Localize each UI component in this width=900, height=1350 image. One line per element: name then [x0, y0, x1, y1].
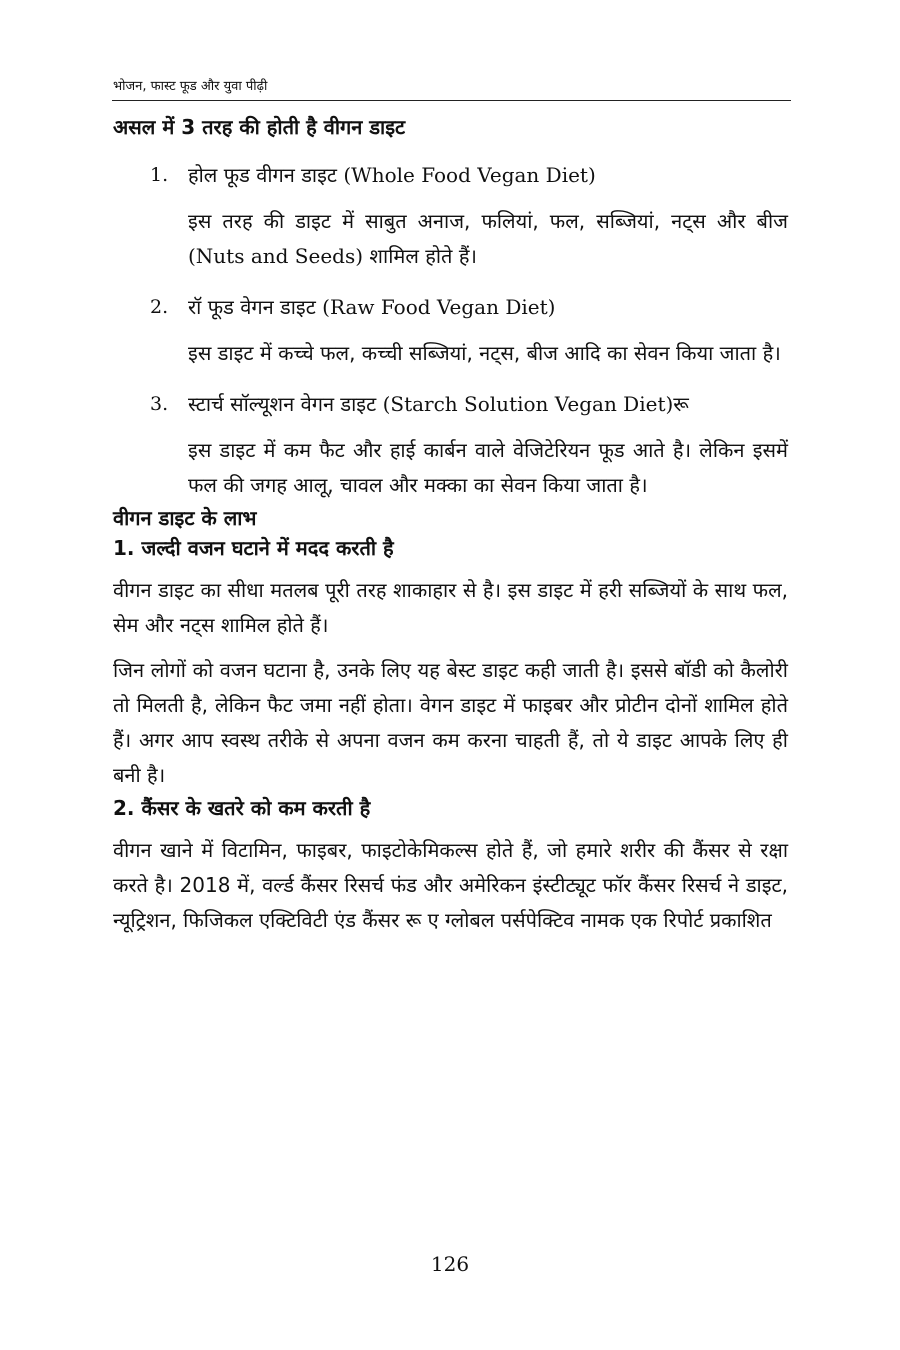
diet-type-item: [113, 290, 788, 324]
diet-type-title-english: (Raw Food Vegan Diet): [322, 295, 556, 319]
diet-type-title-english: (Whole Food Vegan Diet): [343, 163, 596, 187]
list-number: 3.: [150, 393, 169, 415]
description-english-term: (Nuts and Seeds): [188, 244, 364, 268]
section-title: असल में 3 तरह की होती है वीगन डाइट: [113, 115, 406, 139]
list-number: 1.: [150, 164, 169, 186]
body-paragraph: वीगन डाइट का सीधा मतलब पूरी तरह शाकाहार से है। इस डाइट में हरी सब्जियों के साथ फल, सेम और नट्स शामिल होते हैं।: [113, 578, 788, 637]
benefit-heading: 2. कैंसर के खतरे को कम करती है: [113, 796, 371, 820]
diet-type-title-hindi: होल फूड वीगन डाइट: [188, 163, 344, 187]
diet-type-title-suffix: रू: [673, 392, 689, 416]
body-paragraph: वीगन खाने में विटामिन, फाइबर, फाइटोकेमिकल्स होते हैं, जो हमारे शरीर की कैंसर से रक्षा करते है। 2018 में, वर्ल्ड कैंसर रिसर्च फंड और अमेरिकन इंस्टीट्यूट फॉर कैंसर रिसर्च ने डाइट, न्यूट्रिशन, फिजिकल एक्टिविटी एंड कैंसर रू ए ग्लोबल पर्सपेक्टिव नामक एक रिपोर्ट प्रकाशित: [113, 838, 788, 932]
header-rule: [112, 100, 791, 101]
diet-type-description: इस डाइट में कम फैट और हाई कार्बन वाले वेजिटेरियन फूड आते है। लेकिन इसमें फल की जगह आलू, चावल और मक्का का सेवन किया जाता है।: [188, 438, 788, 497]
diet-type-title-hindi: स्टार्च सॉल्यूशन वेगन डाइट: [188, 392, 383, 416]
diet-type-title: [188, 290, 555, 324]
diet-type-title: [188, 387, 689, 421]
list-number: 2.: [150, 296, 169, 318]
diet-type-title-english: (Starch Solution Vegan Diet): [382, 392, 674, 416]
description-text: इस तरह की डाइट में साबुत अनाज, फलियां, फल, सब्जियां, नट्स और बीज: [188, 209, 788, 233]
diet-type-description: [188, 204, 788, 274]
benefit-heading: 1. जल्दी वजन घटाने में मदद करती है: [113, 536, 394, 560]
page-number: 126: [430, 1252, 470, 1276]
diet-type-title: [188, 158, 596, 192]
diet-type-title-hindi: रॉ फूड वेगन डाइट: [188, 295, 323, 319]
page-body: [113, 112, 788, 938]
body-paragraph: जिन लोगों को वजन घटाना है, उनके लिए यह बेस्ट डाइट कही जाती है। इससे बॉडी को कैलोरी तो मिलती है, लेकिन फैट जमा नहीं होता। वेगन डाइट में फाइबर और प्रोटीन दोनों शामिल होते हैं। अगर आप स्वस्थ तरीके से अपना वजन कम करना चाहती हैं, तो ये डाइट आपके लिए ही बनी है।: [113, 658, 788, 787]
benefits-heading: वीगन डाइट के लाभ: [113, 506, 257, 530]
diet-type-item: [113, 387, 788, 421]
diet-type-item: [113, 158, 788, 192]
description-text-end: शामिल होते हैं।: [363, 244, 478, 268]
diet-type-description: इस डाइट में कच्चे फल, कच्ची सब्जियां, नट्स, बीज आदि का सेवन किया जाता है।: [188, 341, 781, 365]
running-head: भोजन, फास्ट फूड और युवा पीढ़ी: [113, 79, 268, 94]
